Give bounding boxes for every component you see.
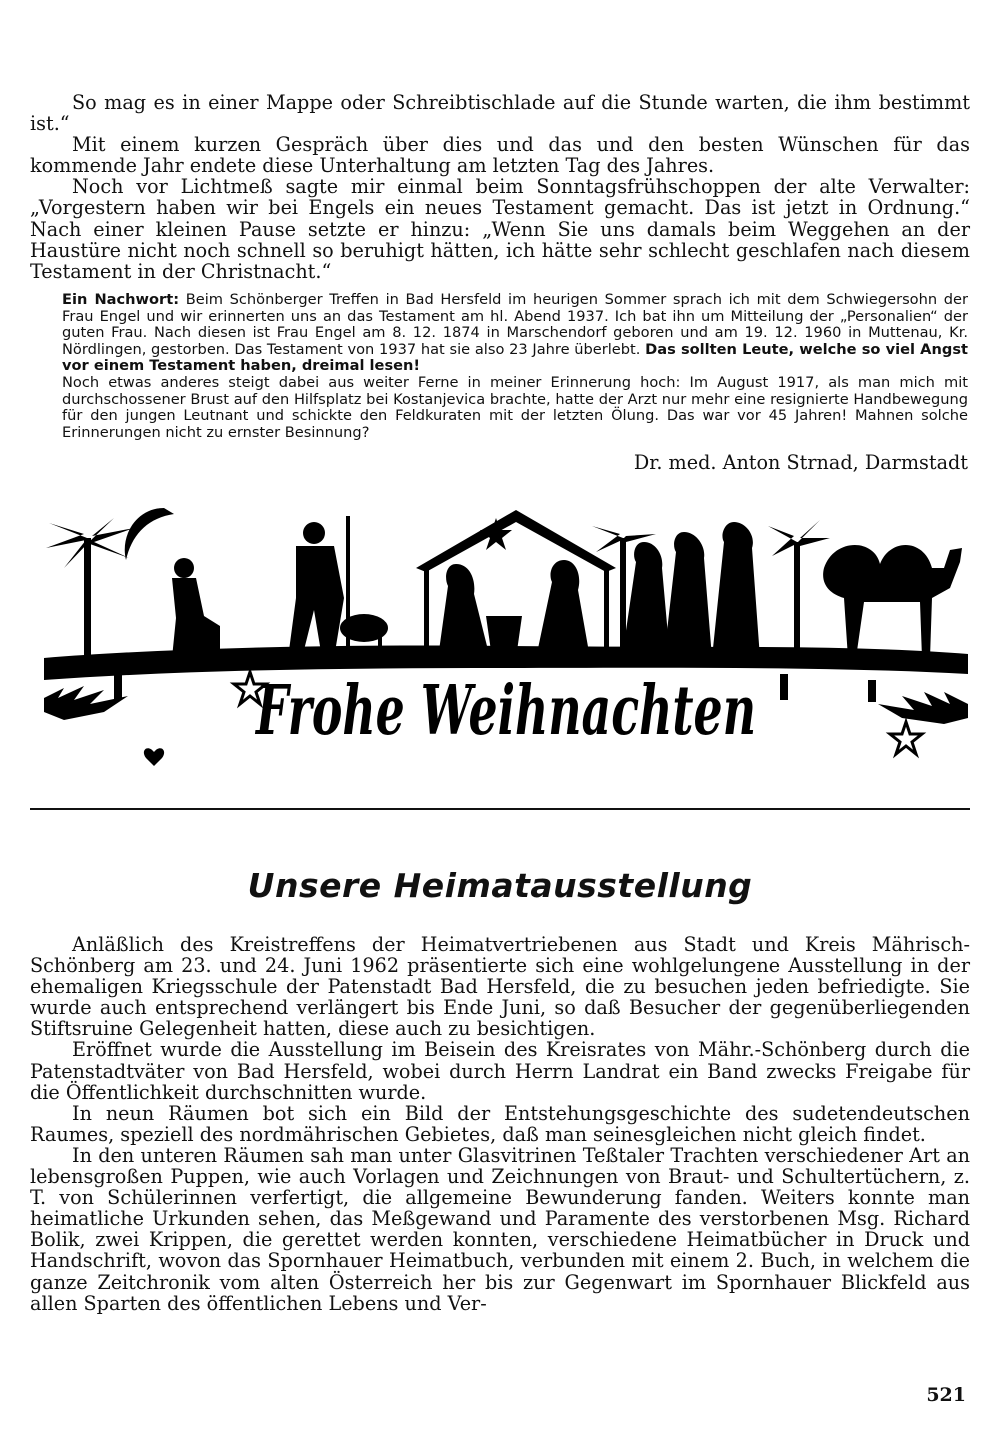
joseph-kneeling-icon — [536, 560, 590, 658]
candle-left-icon — [114, 674, 122, 700]
paragraph: Eröffnet wurde die Ausstellung im Beisein des Kreisrates von Mähr.-Schönberg durch die Patenstadtväter von Bad Hersfeld, wobei durch Herrn Landrat ein Band zwecks Freigabe für die Öffentlichkeit durchschnitten wurde. — [30, 1038, 970, 1104]
fir-branch-right-icon — [878, 692, 968, 724]
greeting-lettering: Frohe Weihnachten — [254, 671, 756, 751]
mary-kneeling-icon — [438, 564, 490, 658]
shepherd-with-staff-icon — [288, 516, 350, 658]
paragraph: Anläßlich des Kreistreffens der Heimatvertriebenen aus Stadt und Kreis Mährisch-Schönberg am 23. und 24. Juni 1962 präsentierte sich eine wohlgelungene Ausstellung in der ehemaligen Kriegsschule der Patenstadt Bad Hersfeld, die zu besuchen jeden befriedigte. Sie wurde auch entsprechend verlängert bis Ende Juni, so daß Besucher der gegenüberliegenden Stiftsruine Gelegenheit hatten, diese auch zu besichtigen. — [30, 933, 970, 1041]
candle-right-icon — [780, 674, 788, 700]
afterword-emphasis: Das sollten Leute, welche so viel Angst vor einem Testament haben, dreimal lesen! — [62, 340, 968, 375]
afterword-text: Beim Schönberger Treffen in Bad Hersfeld im heurigen Sommer sprach ich mit dem Schwiegersohn der Frau Engel und wir erinnerten uns an das Testament am hl. Abend 1937. Ich bat ihn um Mitteilung der „Personalien“ der guten Frau. Nach diesen ist Frau Engel am 8. 12. 1874 in Marschendorf geboren und am 19. 12. 1960 in Muttenau, Kr. Nördlingen, gestorben. Das Testament von 1937 hat sie also 23 Jahre überlebt. — [62, 291, 968, 358]
top-article-text — [30, 92, 970, 282]
three-kings-icon — [622, 522, 760, 658]
section-divider — [30, 808, 970, 810]
paragraph: Noch vor Lichtmeß sagte mir einmal beim Sonntagsfrühschoppen der alte Verwalter: „Vorgestern haben wir bei Engels ein neues Testament gemacht. Das ist jetzt in Ordnung.“ Nach einer kleinen Pause setzte er hinzu: „Wenn Sie uns damals beim Weggehen an der Haustüre nicht noch schnell so beruhigt hätten, ich hätte sehr schlecht geschlafen nach diesem Testament in der Christnacht.“ — [30, 175, 970, 283]
afterword-paragraph-2: Noch etwas anderes steigt dabei aus weiter Ferne in meiner Erinnerung hoch: Im August 1917, als man mich mit durchschossener Brust auf den Hilfsplatz bei Kostanjevica brachte, hatte der Arzt nur mehr eine resignierte Handbewegung für den jungen Leutnant und schickte den Feldkuraten mit der letzten Ölung. Das war vor 45 Jahren! Mahnen solche Erinnerungen nicht zu ernster Besinnung? — [62, 373, 968, 441]
section-article-text — [30, 934, 970, 1314]
paragraph: So mag es in einer Mappe oder Schreibtischlade auf die Stunde warten, die ihm bestimmt ist.“ — [30, 91, 970, 136]
heart-ornament-icon — [144, 748, 164, 766]
paragraph: In neun Räumen bot sich ein Bild der Entstehungsgeschichte des sudetendeutschen Raumes, speziell des nordmährischen Gebietes, daß man seinesgleichen nicht gleich findet. — [30, 1101, 970, 1146]
camel-icon — [823, 545, 962, 658]
author-signature: Dr. med. Anton Strnad, Darmstadt — [633, 451, 968, 474]
section-heading: Unsere Heimatausstellung — [247, 866, 753, 905]
paragraph: In den unteren Räumen sah man unter Glasvitrinen Teßtaler Trachten verschiedener Art an lebensgroßen Puppen, wie auch Vorlagen und Zeichnungen von Braut- und Schultertüchern, z. T. von Schülerinnen verfertigt, die allgemeine Bewunderung fanden. Weiters konnte man heimatliche Urkunden sehen, das Meßgewand und Paramente des verstorbenen Msg. Richard Bolik, zwei Krippen, die gerettet werden konnten, verschiedene Heimatbücher in Druck und Handschrift, wovon das Spornhauer Heimatbuch, verbunden mit einem 2. Buch, in welchem die ganze Zeitchronik vom alten Österreich her bis zur Gegenwart im Spornhauer Blickfeld aus allen Sparten des öffentlichen Lebens und Ver- — [30, 1143, 970, 1315]
paragraph: Mit einem kurzen Gespräch über dies und das und den besten Wünschen für das kommende Jahr endete diese Unterhaltung am letzten Tag des Jahres. — [30, 133, 970, 178]
small-star-icon — [890, 722, 922, 754]
christmas-silhouette-banner — [44, 498, 968, 788]
palm-tree-left-icon — [46, 518, 134, 658]
crescent-moon-icon — [125, 508, 174, 560]
stable-roof-icon — [416, 510, 616, 572]
page-number: 521 — [926, 1384, 966, 1406]
afterword-note — [62, 292, 968, 441]
manger-icon — [486, 616, 522, 658]
kneeling-shepherd-icon — [172, 558, 220, 658]
afterword-paragraph — [62, 292, 968, 375]
afterword-label: Ein Nachwort: — [62, 291, 180, 308]
